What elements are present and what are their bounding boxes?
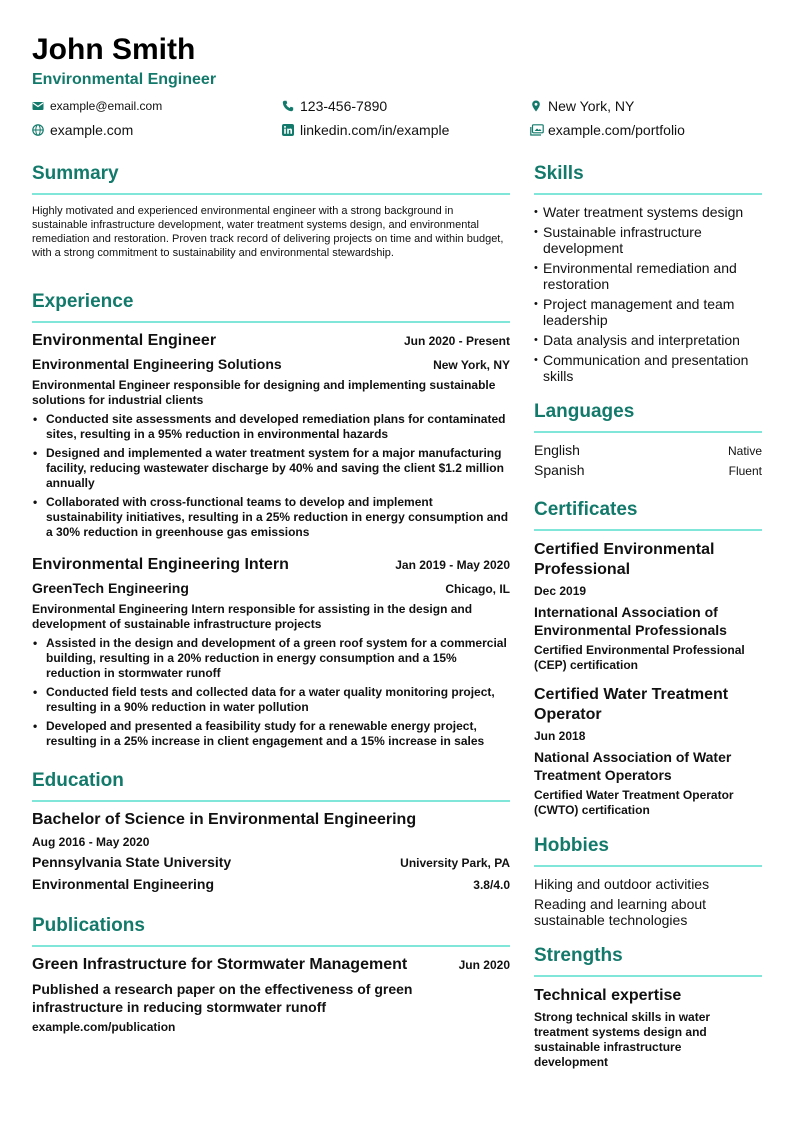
job-1-title: Environmental Engineer [32,332,217,349]
job-1-bullet: • Conducted site assessments and developed remediation plans for contaminated sites, resulting in a 95% reduction in environmental hazards [46,412,510,442]
publication-title: Green Infrastructure for Stormwater Management [32,956,408,973]
skill-item: • Water treatment systems design [543,204,762,220]
job-1-bullet: • Designed and implemented a water treatment system for a major manufacturing facility, reducing wastewater discharge by 40% and saving the client $1.2 million annually [46,446,510,491]
skills-list [534,204,762,388]
certificate-1-issuer: International Association of Environmental Professionals [534,604,727,638]
education-school: Pennsylvania State University [32,854,232,870]
skill-item: • Project management and team leadership [543,296,762,328]
portfolio-text: example.com/portfolio [548,122,685,138]
job-2-description: Environmental Engineering Intern responsible for assisting in the design and development of sustainable infrastructure projects [32,602,473,631]
job-2-title: Environmental Engineering Intern [32,556,289,573]
language-level: Fluent [728,464,762,478]
languages-divider [534,431,762,433]
contact-location [530,98,634,114]
job-1-company-row [32,356,510,372]
summary-text: Highly motivated and experienced environmental engineer with a strong background in sustainable infrastructure development, water treatment systems design, and environmental remediation and restoration. Proven track record of delivering projects on time and within budget, with a strong commitment to sustainability and environmental stewardship. [32,205,504,259]
hobby-item: Reading and learning about sustainable technologies [534,896,707,928]
contact-email[interactable] [32,98,162,114]
email-icon [32,100,44,112]
strength-title: Technical expertise [534,987,682,1004]
skills-divider [534,193,762,195]
certificates-divider [534,529,762,531]
location-pin-icon [530,100,542,112]
publications-heading: Publications [32,915,145,936]
certificate-1-date: Dec 2019 [534,584,587,598]
contact-phone[interactable] [282,98,387,114]
job-1-date: Jun 2020 - Present [403,334,510,348]
job-2-date: Jan 2019 - May 2020 [395,558,510,572]
education-field: Environmental Engineering [32,876,215,892]
portfolio-icon [530,124,542,136]
website-text: example.com [50,122,134,138]
job-2-bullets [32,636,510,753]
candidate-name: John Smith [32,33,196,66]
job-2-bullet: • Assisted in the design and development of a green roof system for a commercial building, resulting in a 20% reduction in energy consumption and a 15% reduction in stormwater runoff [46,636,510,681]
contact-portfolio[interactable] [530,122,685,138]
skill-item: • Environmental remediation and restoration [543,260,762,292]
job-1-location: New York, NY [433,358,510,372]
job-1-bullets [32,412,510,544]
linkedin-icon [282,124,294,136]
publication-header [32,956,510,974]
skill-item: • Data analysis and interpretation [543,332,762,348]
strengths-divider [534,975,762,977]
publication-date: Jun 2020 [458,958,510,972]
summary-divider [32,193,510,195]
hobbies-heading: Hobbies [534,835,609,856]
skill-item: • Sustainable infrastructure development [543,224,762,256]
education-date: Aug 2016 - May 2020 [32,835,150,849]
publication-description: Published a research paper on the effectiveness of green infrastructure in reducing stormwater runoff [32,981,413,1015]
education-location: University Park, PA [400,856,510,870]
certificate-2-description: Certified Water Treatment Operator (CWTO) certification [534,788,734,817]
job-2-header [32,556,510,574]
certificate-2-issuer: National Association of Water Treatment Operators [534,749,732,783]
job-2-company-row [32,580,510,596]
languages-heading: Languages [534,401,635,422]
education-heading: Education [32,770,124,791]
location-text: New York, NY [548,98,635,114]
candidate-title: Environmental Engineer [32,71,217,88]
hobbies-divider [534,865,762,867]
publication-link[interactable]: example.com/publication [32,1020,176,1034]
certificate-2-title: Certified Water Treatment Operator [534,686,729,723]
strengths-heading: Strengths [534,945,623,966]
certificate-1-title: Certified Environmental Professional [534,541,715,578]
education-divider [32,800,510,802]
job-2-bullet: • Developed and presented a feasibility study for a renewable energy project, resulting in a 25% increase in client engagement and a 15% increase in sales [46,719,510,749]
education-gpa: 3.8/4.0 [473,878,510,892]
hobby-item: Hiking and outdoor activities [534,876,710,892]
phone-icon [282,100,294,112]
certificates-heading: Certificates [534,499,638,520]
job-1-header [32,332,510,350]
email-text: example@email.com [50,99,163,113]
skill-item: • Communication and presentation skills [543,352,762,384]
phone-text: 123-456-7890 [300,98,388,114]
contact-linkedin[interactable] [282,122,449,138]
publications-divider [32,945,510,947]
language-row [534,442,762,458]
strength-description: Strong technical skills in water treatment systems design and sustainable infrastructure development [534,1010,711,1069]
job-2-company: GreenTech Engineering [32,580,189,596]
job-1-bullet: • Collaborated with cross-functional teams to develop and implement sustainability initiatives, resulting in a 25% reduction in energy consumption and a 30% reduction in greenhouse gas emissions [46,495,510,540]
education-degree: Bachelor of Science in Environmental Engineering [32,811,417,828]
job-2-location: Chicago, IL [445,582,510,596]
linkedin-text: linkedin.com/in/example [300,122,450,138]
job-1-company: Environmental Engineering Solutions [32,356,282,372]
job-1-description: Environmental Engineer responsible for designing and implementing sustainable solutions for industrial clients [32,378,496,407]
education-school-row [32,854,510,870]
experience-divider [32,321,510,323]
job-2-bullet: • Conducted field tests and collected data for a water quality monitoring project, resulting in a 90% reduction in water pollution [46,685,510,715]
language-name: Spanish [534,462,585,478]
globe-icon [32,124,44,136]
education-field-row [32,876,510,892]
language-row [534,462,762,478]
experience-heading: Experience [32,291,134,312]
skills-heading: Skills [534,163,584,184]
contact-website[interactable] [32,122,133,138]
language-level: Native [727,444,762,458]
certificate-1-description: Certified Environmental Professional (CEP) certification [534,643,745,672]
language-name: English [534,442,580,458]
certificate-2-date: Jun 2018 [534,729,586,743]
summary-heading: Summary [32,163,119,184]
